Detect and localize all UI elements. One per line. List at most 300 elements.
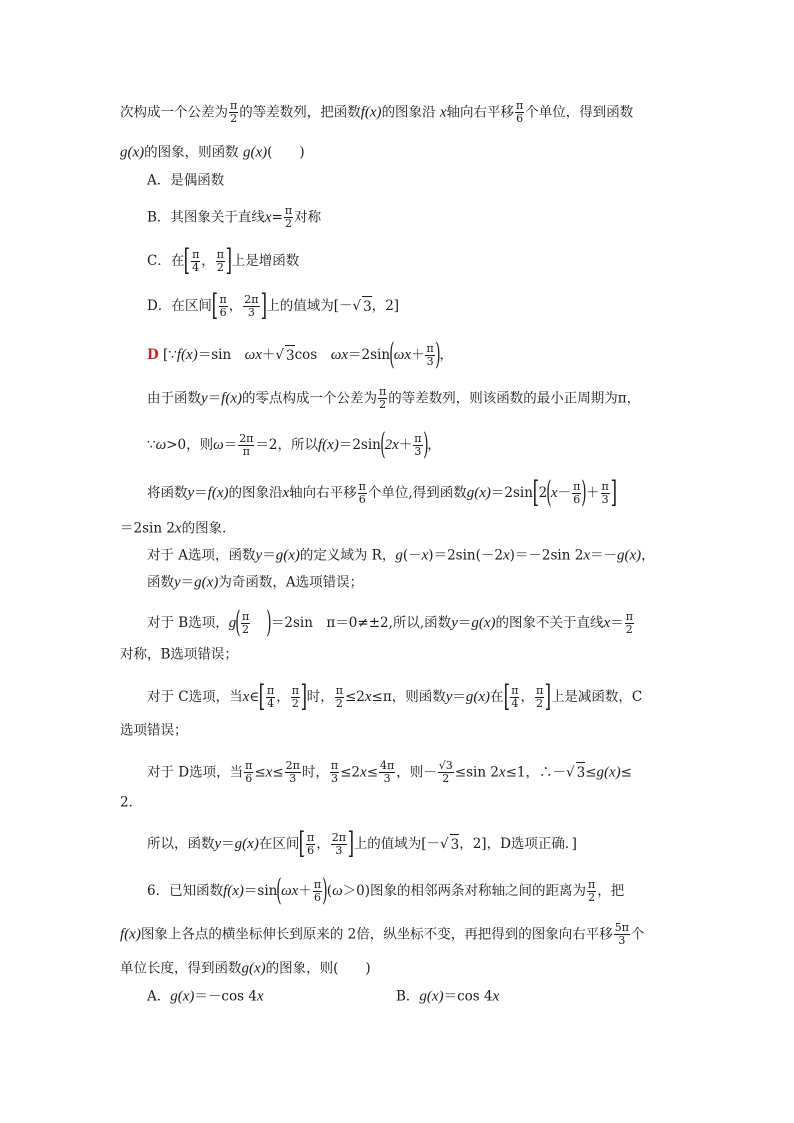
solution-line2	[147, 386, 640, 411]
fraction	[219, 294, 228, 319]
math: x	[360, 764, 367, 781]
text: 单位长度，得到函数	[120, 960, 242, 977]
text: A．	[147, 988, 171, 1005]
text: 的等差数列，则该函数的最小正周期为π，	[388, 390, 641, 407]
text: ＝2sin	[490, 485, 533, 501]
text: ≤π，则函数	[371, 689, 446, 705]
fraction	[331, 832, 347, 857]
q5-stem-line1	[120, 100, 633, 125]
solution-line5	[120, 518, 236, 539]
solution-line11	[120, 720, 188, 741]
text: B．其图象关于直线	[147, 209, 265, 226]
numerator: 5π	[614, 921, 629, 934]
denominator: 6	[516, 112, 524, 125]
fraction	[216, 249, 225, 274]
text: B．	[396, 988, 420, 1005]
math: x	[264, 209, 272, 226]
numerator: π	[358, 479, 366, 493]
fraction	[379, 760, 395, 785]
denominator: 3	[331, 772, 338, 785]
text: ＋	[586, 485, 600, 501]
numerator: π	[573, 479, 581, 493]
paren: )	[422, 427, 428, 462]
paren: )	[266, 605, 272, 640]
text: 上的值域为[－	[266, 298, 353, 314]
denominator: 6	[219, 305, 227, 319]
text: 的图象，则( )	[265, 960, 371, 977]
math: y	[445, 689, 453, 705]
numerator: π	[625, 609, 633, 623]
text: ＝2sin	[347, 347, 391, 363]
math: g(x)	[120, 144, 145, 161]
solution-line8	[147, 605, 635, 640]
math: y	[451, 615, 458, 631]
text: 2	[538, 485, 548, 501]
text: ∈	[249, 689, 260, 705]
bracket: [	[258, 679, 266, 714]
text: D．在区间	[147, 298, 212, 314]
text: 对称	[294, 209, 322, 226]
paren: )	[581, 475, 587, 510]
math: f(x)	[221, 390, 242, 407]
math: y	[214, 836, 222, 852]
solution-line12	[147, 760, 632, 785]
text: 个	[630, 926, 645, 943]
denominator: 3	[289, 772, 297, 785]
fraction	[306, 832, 315, 857]
text: =	[271, 209, 283, 226]
fraction	[285, 760, 301, 785]
text: ＝	[223, 437, 238, 453]
text: >0，则	[166, 437, 214, 453]
text: ＝	[610, 615, 624, 631]
numerator: 2π	[331, 830, 347, 844]
math: g	[228, 615, 237, 631]
fraction	[243, 294, 259, 319]
denominator: 3	[335, 843, 343, 857]
numerator: 2π	[285, 759, 300, 772]
q5-option-d	[147, 288, 400, 323]
text: ＞0)图象的相邻两条对称轴之间的距离为	[342, 883, 587, 899]
numerator: π	[219, 292, 227, 306]
fraction	[413, 433, 422, 458]
text: ≤1，∴－	[505, 764, 566, 781]
text: (	[326, 883, 333, 899]
denominator: 6	[245, 772, 253, 785]
denominator: 4	[192, 260, 200, 274]
bracket: ]	[610, 475, 617, 510]
denominator: 2	[230, 112, 238, 125]
fraction	[425, 343, 434, 368]
text: ，	[228, 298, 243, 314]
numerator: π	[588, 877, 596, 891]
fraction	[587, 879, 596, 904]
math: g(x)	[465, 689, 491, 705]
radicand: 3	[576, 762, 586, 783]
radicand: 3	[450, 834, 460, 855]
fraction	[358, 481, 367, 506]
bracket: [	[183, 243, 191, 278]
text: ＝	[262, 547, 276, 564]
text: )＝－2sin 2	[509, 547, 584, 564]
math: x	[498, 764, 506, 781]
text: ，	[427, 437, 441, 453]
math: g(x)	[275, 547, 300, 564]
solution-line6	[147, 545, 655, 566]
fraction	[330, 760, 339, 785]
numerator: π	[307, 830, 315, 844]
math: ω	[332, 883, 343, 899]
text: 个单位,得到函数	[367, 485, 467, 501]
math: g(x)	[471, 615, 496, 631]
paren: )	[322, 873, 328, 908]
text: ＝2sin	[338, 437, 381, 453]
q6-option-b	[396, 986, 499, 1007]
text: ≤2	[344, 689, 365, 705]
numerator: π	[379, 385, 387, 398]
numerator: π	[192, 247, 200, 261]
text: ∵	[147, 437, 156, 453]
denominator: 3	[601, 492, 609, 506]
text: ，把	[597, 883, 625, 899]
text: 为奇函数，A选项错误；	[218, 574, 364, 591]
text: ，2]	[371, 298, 400, 314]
denominator: 4	[511, 696, 519, 710]
radicand: 3	[362, 296, 372, 317]
math: x	[282, 485, 290, 501]
numerator: √3	[438, 759, 453, 772]
math: x	[492, 988, 500, 1005]
math: g(x)	[419, 988, 444, 1005]
text: 的定义域为 R，	[299, 547, 396, 564]
text: 选项错误；	[120, 722, 188, 739]
numerator: π	[426, 341, 434, 355]
text: ＝cos 4	[443, 988, 493, 1005]
text: 对称，B选项错误；	[120, 646, 238, 663]
radicand: 3	[285, 345, 295, 366]
text: ＋	[398, 437, 413, 453]
denominator: 2	[291, 696, 299, 710]
numerator: π	[291, 683, 299, 697]
sqrt-sign: √	[440, 836, 449, 852]
text: ＝	[457, 615, 472, 631]
denominator: 3	[426, 354, 434, 368]
solution-line1	[147, 337, 453, 372]
math: x	[364, 689, 372, 705]
numerator: π	[330, 759, 339, 772]
text: ＝	[221, 836, 235, 852]
denominator: 2	[625, 622, 633, 636]
denominator: 2	[285, 217, 293, 230]
denominator: π	[242, 444, 250, 458]
numerator: π	[230, 99, 238, 112]
text: 6．已知函数	[147, 883, 224, 899]
text: 在区间	[258, 836, 300, 852]
text: 个单位，得到函数	[525, 104, 634, 121]
fraction	[244, 760, 253, 785]
text: 的图象，则函数	[144, 144, 239, 161]
text: ＝sin	[197, 347, 245, 363]
text: 在	[490, 689, 504, 705]
text: ( )	[267, 144, 305, 161]
paren: (	[546, 475, 552, 510]
math: 2x	[384, 437, 399, 453]
text: ≤	[366, 764, 379, 781]
denominator: 4	[267, 696, 275, 710]
numerator: π	[313, 877, 322, 891]
math: x	[603, 615, 611, 631]
solution-line10	[147, 679, 643, 714]
paren: (	[235, 605, 241, 640]
fraction	[438, 760, 454, 785]
math: g(x)	[234, 836, 259, 852]
text: ，则－	[396, 764, 437, 781]
math: f(x)	[120, 926, 141, 943]
text: A．是偶函数	[147, 172, 225, 189]
math: x	[421, 547, 429, 564]
fraction	[229, 100, 238, 125]
paren: )	[434, 337, 441, 372]
text: 时，	[306, 689, 334, 705]
text: cos	[294, 347, 331, 363]
numerator: π	[511, 683, 519, 697]
text: ＝sin	[243, 883, 278, 899]
math: g(x)	[241, 960, 266, 977]
math: y	[201, 390, 208, 407]
text: ＝－	[589, 547, 617, 564]
text: 的图象．	[181, 520, 236, 537]
sqrt-sign: √	[275, 347, 285, 363]
text: 上是减函数，C	[550, 689, 643, 705]
text: 所以，函数	[147, 836, 215, 852]
text: ，	[316, 836, 330, 852]
denominator: 2	[536, 696, 544, 710]
bracket: ]	[544, 679, 552, 714]
numerator: π	[216, 247, 225, 261]
bracket: [	[211, 288, 218, 323]
text: 对于 B选项，	[147, 615, 229, 631]
bracket: ]	[225, 243, 233, 278]
fraction	[601, 481, 610, 506]
fraction	[284, 205, 293, 230]
bracket: [	[532, 475, 539, 510]
q5-stem-line2	[120, 142, 305, 163]
answer-letter: D	[147, 347, 159, 363]
text: 上是增函数	[231, 253, 300, 269]
text: ＝	[180, 574, 195, 591]
text: ＝2sin 2	[120, 520, 175, 537]
text: 将函数	[147, 485, 188, 501]
math: x	[550, 485, 558, 501]
fraction	[238, 433, 254, 458]
math: x	[583, 547, 590, 564]
solution-line9	[120, 644, 238, 665]
numerator: 2π	[244, 292, 259, 306]
bracket: [	[298, 826, 306, 861]
paren: (	[389, 337, 395, 372]
text: ，	[439, 347, 453, 363]
numerator: 2π	[239, 431, 254, 445]
math: ωx	[330, 347, 348, 363]
math: y	[174, 574, 181, 591]
text: ，	[276, 689, 290, 705]
solution-line7	[147, 572, 363, 593]
numerator: π	[601, 479, 609, 493]
fraction	[614, 922, 630, 947]
fraction	[266, 685, 275, 710]
math: f(x)	[223, 883, 244, 899]
solution-line13	[120, 792, 142, 813]
fraction	[313, 879, 322, 904]
text: 轴向右平移	[446, 104, 515, 121]
q6-option-a	[147, 986, 264, 1007]
text: ＝	[194, 485, 208, 501]
q6-line3	[120, 958, 371, 979]
text: 的图象沿	[381, 104, 436, 121]
math: g(x)	[616, 547, 642, 564]
math: y	[187, 485, 195, 501]
fraction	[535, 685, 544, 710]
text: 2．	[120, 794, 143, 811]
text: ＝－cos 4	[194, 988, 257, 1005]
denominator: 6	[358, 492, 366, 506]
fraction	[625, 611, 634, 636]
text: ＝	[207, 390, 222, 407]
math: ωx	[281, 883, 299, 899]
denominator: 3	[414, 444, 422, 458]
text: 轴向右平移	[289, 485, 357, 501]
denominator: 2	[242, 622, 250, 636]
q6-line2	[120, 922, 644, 947]
denominator: 2	[216, 260, 224, 274]
text: 的图象沿	[228, 485, 283, 501]
text: 对于 D选项，当	[147, 764, 244, 781]
math: g(x)	[242, 144, 268, 161]
text: ≤	[272, 764, 284, 781]
numerator: π	[245, 759, 253, 772]
text: 的等差数列，把函数	[239, 104, 361, 121]
math: g(x)	[170, 988, 195, 1005]
bracket: ]	[260, 288, 267, 323]
fraction	[515, 100, 524, 125]
text: ＋	[298, 883, 312, 899]
denominator: 2	[588, 890, 596, 904]
sqrt-sign: √	[565, 764, 575, 781]
math: f(x)	[318, 437, 339, 453]
denominator: 6	[573, 492, 581, 506]
math: x	[256, 988, 264, 1005]
text: 由于函数	[147, 390, 201, 407]
math: ω	[155, 437, 167, 453]
text: ，	[641, 547, 655, 564]
fraction	[191, 249, 200, 274]
q6-line1	[147, 873, 625, 908]
denominator: 3	[383, 772, 391, 785]
math: g(x)	[194, 574, 219, 591]
q5-option-b	[147, 205, 321, 230]
text: 对于 C选项，当	[147, 689, 243, 705]
text: ≤sin 2	[454, 764, 499, 781]
bracket: ]	[347, 826, 355, 861]
math: g(x)	[466, 485, 491, 501]
text: (－	[402, 547, 422, 564]
numerator: π	[241, 609, 250, 623]
fraction	[335, 685, 344, 710]
solution-line4	[147, 475, 617, 510]
text: ＝	[452, 689, 466, 705]
text: )＝2sin(－2	[428, 547, 503, 564]
numerator: 4π	[380, 759, 395, 772]
numerator: π	[516, 99, 524, 112]
denominator: 6	[313, 890, 321, 904]
denominator: 2	[442, 772, 450, 785]
text: ，	[520, 689, 534, 705]
text: ＝2sin π＝0≠±2,所以,函数	[270, 615, 452, 631]
text: ≤	[254, 764, 266, 781]
denominator: 2	[335, 696, 343, 710]
math: g	[395, 547, 403, 564]
text: 的图象不关于直线	[495, 615, 604, 631]
bracket: ]	[300, 679, 308, 714]
math: y	[255, 547, 263, 564]
math: x	[265, 764, 273, 781]
math: f(x)	[360, 104, 382, 121]
sqrt-sign: √	[352, 298, 362, 314]
text: ＋	[410, 347, 425, 363]
solution-line14	[147, 826, 577, 861]
text: －	[557, 485, 572, 501]
numerator: π	[535, 683, 544, 697]
paren: (	[380, 427, 386, 462]
paren: (	[276, 873, 282, 908]
text: ，2]，D选项正确．]	[459, 836, 577, 852]
denominator: 2	[379, 398, 387, 411]
math: f(x)	[207, 485, 229, 501]
text: 对于 A选项，函数	[147, 547, 256, 564]
numerator: π	[284, 204, 293, 217]
q5-option-c	[147, 243, 300, 278]
bracket: [	[503, 679, 510, 714]
text: ≤2	[340, 764, 361, 781]
text: ＋	[261, 347, 276, 363]
solution-line3	[147, 427, 441, 462]
text: ≤	[585, 764, 597, 781]
denominator: 6	[307, 843, 315, 857]
math: x	[174, 520, 182, 537]
text: ≤	[620, 764, 632, 781]
text: C．在	[147, 253, 185, 269]
fraction	[241, 611, 250, 636]
numerator: π	[414, 431, 422, 445]
text: 的零点构成一个公差为	[242, 390, 377, 407]
numerator: π	[335, 683, 343, 697]
math: x	[242, 689, 250, 705]
fraction	[510, 685, 519, 710]
q5-option-a	[147, 170, 224, 191]
text: ，	[201, 253, 215, 269]
text: 上的值域为[－	[353, 836, 441, 852]
math: ω	[213, 437, 224, 453]
denominator: 3	[247, 305, 255, 319]
fraction	[378, 386, 387, 411]
text: 次构成一个公差为	[120, 104, 228, 121]
denominator: 3	[618, 934, 626, 947]
text: [∵	[163, 347, 177, 363]
math: f(x)	[176, 347, 198, 363]
math: ωx	[244, 347, 262, 363]
math: x	[439, 104, 447, 121]
math: ωx	[393, 347, 411, 363]
